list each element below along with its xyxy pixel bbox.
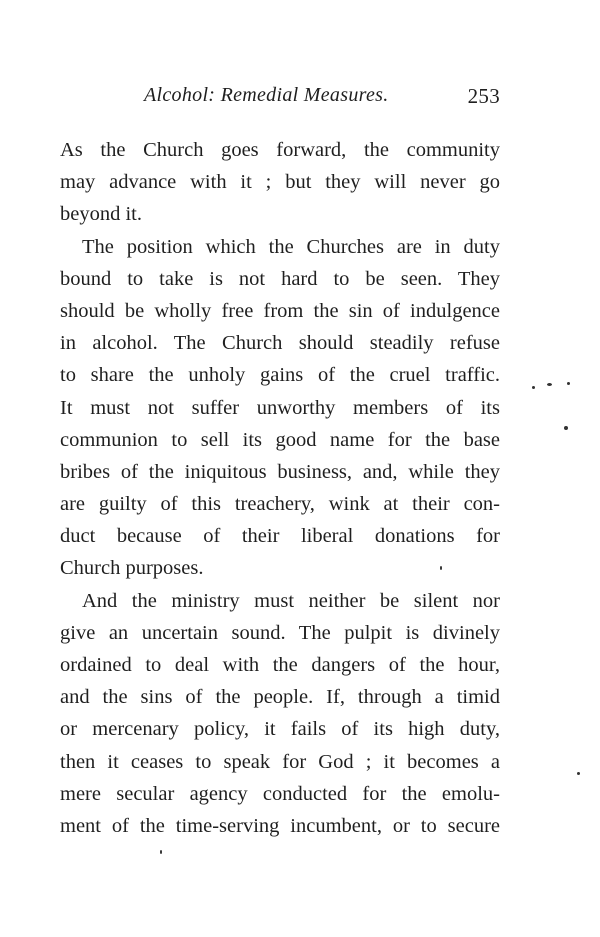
print-speck — [547, 383, 552, 386]
text-line: bound to take is not hard to be seen. They — [60, 267, 500, 290]
text-line: mere secular agency conducted for the emolu- — [60, 782, 500, 805]
text-line: and the sins of the people. If, through a timid — [60, 686, 500, 709]
text-line: ment of the time-serving incumbent, or to secure — [60, 814, 500, 837]
text-line: ordained to deal with the dangers of the hour, — [60, 654, 500, 676]
text-line: in alcohol. The Church should steadily refuse — [60, 332, 500, 355]
text-line: may advance with it ; but they will never go — [60, 171, 500, 194]
running-head — [60, 84, 500, 114]
text-line: communion to sell its good name for the base — [60, 428, 500, 451]
text-line: to share the unholy gains of the cruel traffic. — [60, 364, 500, 387]
text-line: are guilty of this treachery, wink at their con- — [60, 493, 500, 516]
text-line: Church purposes. — [60, 557, 204, 580]
text-line: And the ministry must neither be silent nor — [82, 589, 500, 612]
print-speck — [440, 566, 442, 570]
text-line: duct because of their liberal donations for — [60, 525, 500, 548]
page-number: 253 — [467, 84, 500, 108]
text-line: should be wholly free from the sin of indulgence — [60, 299, 500, 322]
text-line: As the Church goes forward, the community — [60, 139, 500, 161]
print-speck — [532, 386, 535, 389]
text-line: then it ceases to speak for God ; it becomes a — [60, 750, 500, 773]
text-line: It must not suffer unworthy members of its — [60, 396, 500, 419]
print-speck — [577, 772, 580, 775]
text-line: The position which the Churches are in duty — [82, 235, 500, 258]
text-line: give an uncertain sound. The pulpit is divinely — [60, 621, 500, 644]
text-line: bribes of the iniquitous business, and, while they — [60, 460, 500, 483]
text-line: or mercenary policy, it fails of its high duty, — [60, 718, 500, 741]
print-speck — [564, 426, 568, 430]
text-line: beyond it. — [60, 203, 142, 226]
print-speck — [160, 850, 162, 854]
print-speck — [567, 382, 570, 385]
body-text — [60, 134, 500, 842]
running-title: Alcohol: Remedial Measures. — [144, 84, 389, 106]
